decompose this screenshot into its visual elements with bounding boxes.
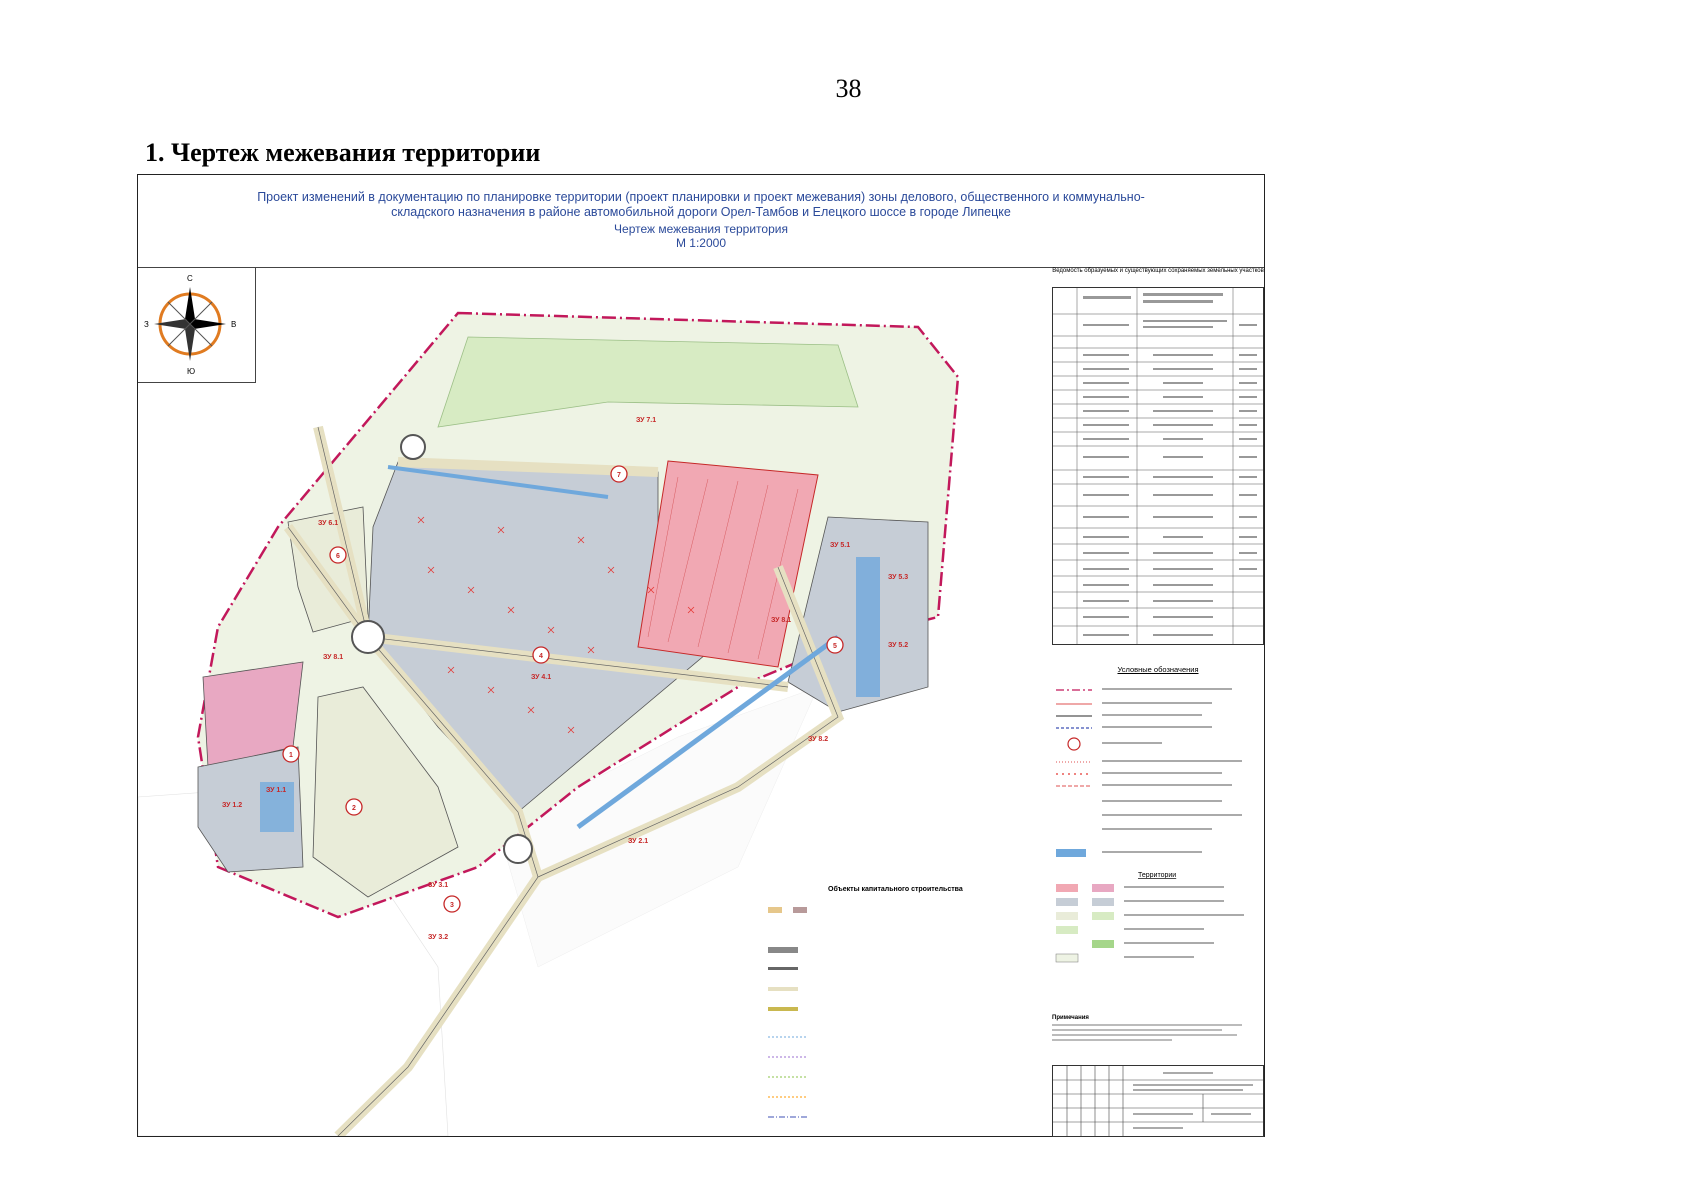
legend-symbols — [1052, 674, 1264, 974]
plot-label-zu81-left: ЗУ 8.1 — [323, 654, 344, 661]
drawing-subtitle: Чертеж межевания территория — [614, 222, 788, 236]
quarter-3-label: 3 — [450, 902, 454, 909]
page-number: 38 — [835, 74, 862, 103]
compass-panel — [138, 267, 256, 383]
quarter-2-label: 2 — [352, 805, 356, 812]
land-plots-table — [1052, 267, 1264, 647]
plot-label-zu41: ЗУ 4.1 — [531, 674, 552, 681]
quarter-5-label: 5 — [833, 643, 837, 650]
plot-label-zu12: ЗУ 1.2 — [222, 802, 243, 809]
plot-label-zu11: ЗУ 1.1 — [266, 787, 287, 794]
legend-title: Условные обозначения — [1117, 665, 1199, 674]
plot-label-zu32: ЗУ 3.2 — [428, 934, 449, 941]
blue-strip — [856, 557, 880, 697]
notes-block — [1052, 1015, 1262, 1055]
plot-label-zu31: ЗУ 3.1 — [428, 882, 449, 889]
compass-west: З — [144, 320, 149, 329]
plot-label-zu52: ЗУ 5.2 — [888, 642, 909, 649]
capital-objects-legend — [758, 877, 1048, 1127]
roundabout-1 — [352, 621, 384, 653]
compass-north: С — [187, 274, 193, 283]
notes-title: Примечания — [1052, 1015, 1089, 1021]
stamp-lines — [1053, 1066, 1263, 1136]
table-title: Ведомость образуемых и существующих сохраняемых земельных участков — [1052, 268, 1264, 274]
compass-rose-icon — [138, 267, 255, 382]
drawing-sheet — [137, 174, 1265, 1137]
roundabout-2 — [504, 835, 532, 863]
drawing-scale: М 1:2000 — [675, 236, 727, 250]
legend-territories-subtitle: Территории — [1138, 872, 1177, 879]
plot-label-zu82: ЗУ 8.2 — [808, 736, 829, 743]
compass-east: В — [231, 320, 237, 329]
drawing-title-banner — [138, 175, 1264, 268]
map-legend — [1052, 665, 1264, 995]
title-block-stamp — [1052, 1065, 1264, 1137]
plot-label-zu71: ЗУ 7.1 — [636, 417, 657, 424]
quarter-1-label: 1 — [289, 752, 293, 759]
plot-label-zu61: ЗУ 6.1 — [318, 520, 339, 527]
capital-objects-title: Объекты капитального строительства — [828, 886, 963, 893]
plot-label-zu53: ЗУ 5.3 — [888, 574, 909, 581]
plot-label-zu21: ЗУ 2.1 — [628, 838, 649, 845]
table-lines — [1053, 288, 1263, 644]
plot-label-zu51: ЗУ 5.1 — [830, 542, 851, 549]
section-heading: 1. Чертеж межевания территории — [145, 138, 541, 167]
quarter-4-label: 4 — [539, 653, 543, 660]
compass-south: Ю — [187, 367, 196, 376]
table-grid — [1052, 287, 1264, 645]
plot-label-zu81: ЗУ 8.1 — [771, 617, 792, 624]
territory-swatches — [1056, 884, 1114, 962]
quarter-6-label: 6 — [336, 553, 340, 560]
quarter-7-label: 7 — [617, 472, 621, 479]
roundabout-3 — [401, 435, 425, 459]
drawing-title: Проект изменений в документацию по планировке территории (проект планировки и проект межевания) зоны делового, общественного и коммунально-складского назначения в районе автомобильной дороги Орел-Тамбов и Елецкого шоссе в городе Липецке — [257, 190, 1145, 219]
